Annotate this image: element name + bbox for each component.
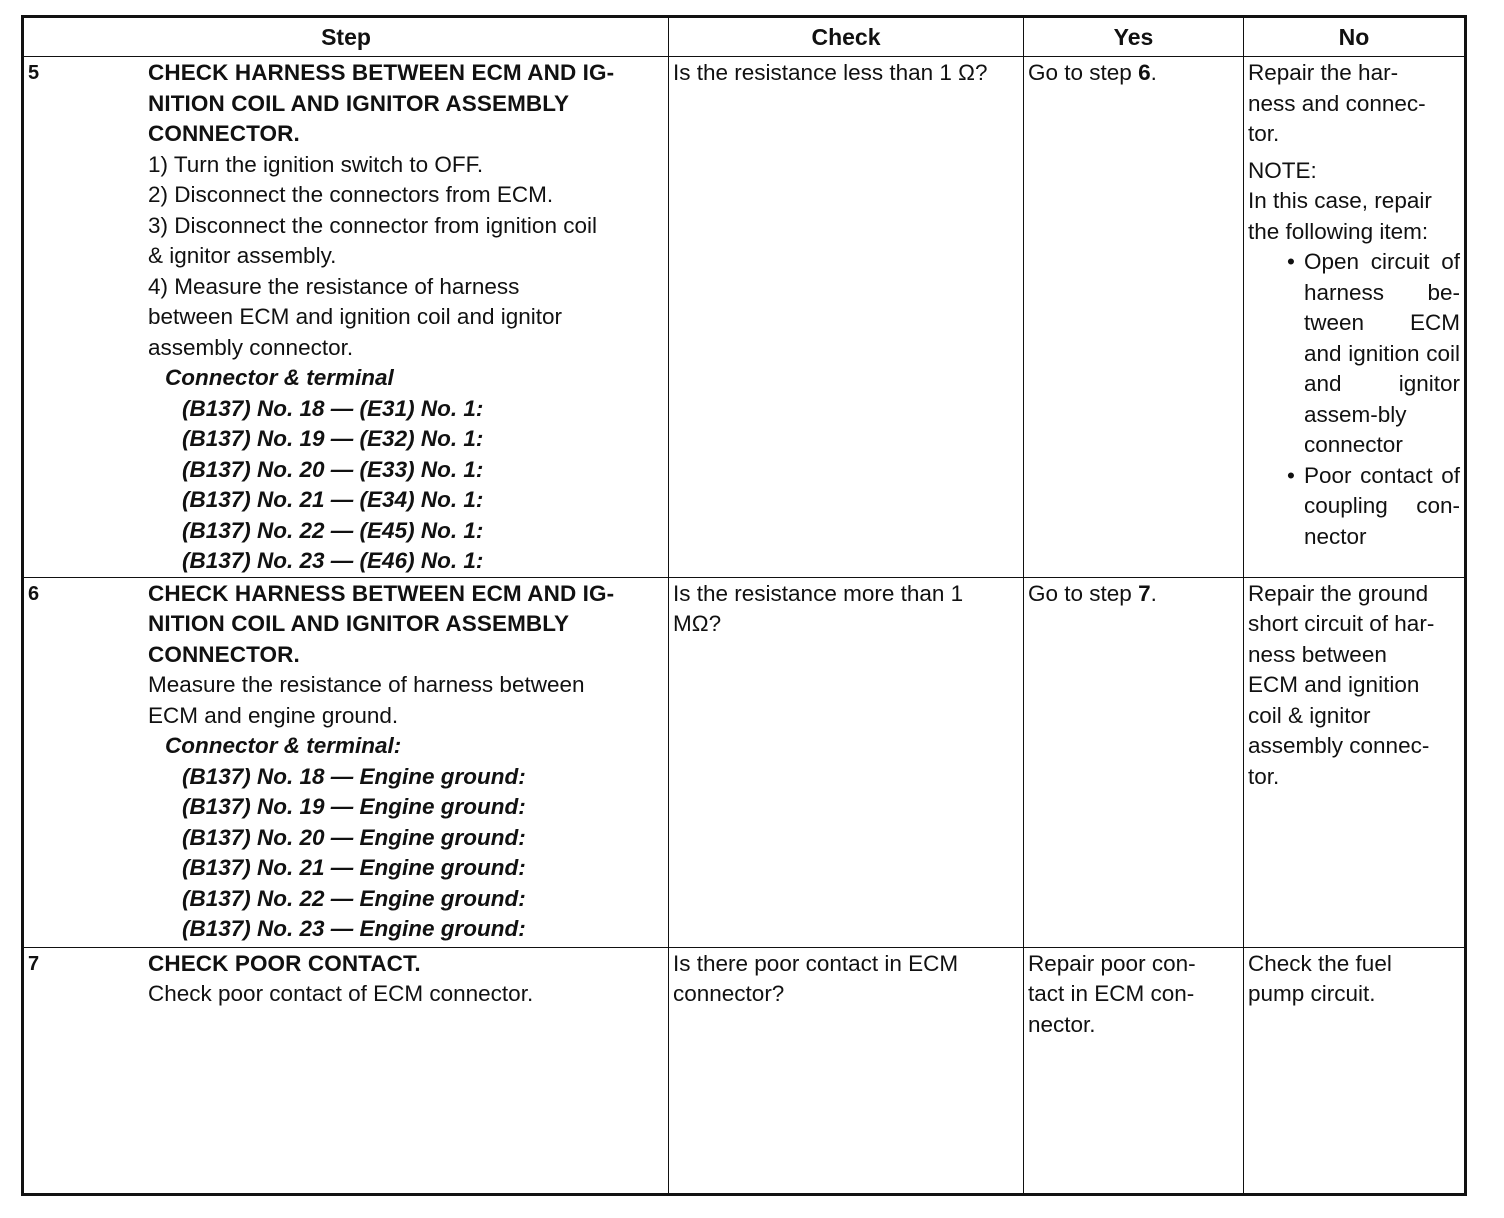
terminal-spec: (B137) No. 23 — Engine ground: (182, 916, 526, 941)
terminal-spec: (B137) No. 19 — (E32) No. 1: (182, 426, 484, 451)
step-title-line: CONNECTOR. (148, 121, 300, 146)
step-title-line: CHECK POOR CONTACT. (148, 950, 421, 976)
bullet-text: Poor contact of coupling con-nector (1304, 462, 1460, 549)
step-number: 5 (28, 62, 40, 84)
check-cell (669, 577, 1024, 947)
terminal-spec: (B137) No. 22 — Engine ground: (182, 885, 526, 911)
terminal-heading: Connector & terminal: (165, 733, 402, 758)
check-question: Is the resistance more than 1 (673, 580, 964, 606)
check-cell (669, 57, 1024, 578)
note-bullet (1248, 247, 1460, 461)
step-content (148, 58, 664, 577)
step-instruction: ECM and engine ground. (148, 702, 399, 728)
step-instruction: 4) Measure the resistance of harness (148, 273, 520, 299)
header-no: No (1244, 17, 1466, 57)
no-action-line: Repair the ground (1248, 580, 1429, 606)
no-action-line: Check the fuel (1248, 950, 1392, 976)
step-instruction: 2) Disconnect the connectors from ECM. (148, 182, 554, 207)
yes-action-line: Repair poor con- (1028, 950, 1196, 976)
no-action-line: ness and connec- (1248, 90, 1426, 116)
step-instruction: between ECM and ignition coil and ignitor (148, 304, 562, 329)
header-row (23, 17, 1466, 57)
no-action-line: pump circuit. (1248, 981, 1376, 1006)
note-line: the following item: (1248, 218, 1429, 244)
check-question: MΩ? (673, 611, 722, 636)
terminal-spec: (B137) No. 21 — Engine ground: (182, 855, 526, 880)
no-action-line: coil & ignitor (1248, 702, 1371, 728)
terminal-spec: (B137) No. 20 — Engine ground: (182, 824, 526, 850)
terminal-spec: (B137) No. 22 — (E45) No. 1: (182, 517, 484, 543)
yes-action (1028, 58, 1239, 89)
yes-step-link[interactable]: 7 (1138, 580, 1151, 606)
note-line: In this case, repair (1248, 188, 1432, 213)
no-action-line: assembly connec- (1248, 733, 1430, 758)
terminal-spec: (B137) No. 21 — (E34) No. 1: (182, 487, 484, 512)
terminal-spec: (B137) No. 18 — Engine ground: (182, 763, 526, 789)
terminal-spec: (B137) No. 23 — (E46) No. 1: (182, 548, 484, 573)
yes-step-link[interactable]: 6 (1138, 60, 1151, 85)
step-instruction: Check poor contact of ECM connector. (148, 981, 534, 1006)
step-instruction: 1) Turn the ignition switch to OFF. (148, 151, 484, 177)
step-title-line: NITION COIL AND IGNITOR ASSEMBLY (148, 90, 570, 116)
no-action-line: Repair the har- (1248, 60, 1399, 85)
step-cell (23, 577, 669, 947)
no-action-line: tor. (1248, 763, 1280, 789)
step-title-line: CHECK HARNESS BETWEEN ECM AND IG- (148, 60, 615, 85)
table-row-step-5 (23, 57, 1466, 578)
step-instruction: Measure the resistance of harness between (148, 672, 585, 697)
no-action-line: tor. (1248, 121, 1280, 146)
header-step: Step (23, 17, 669, 57)
step-content (148, 579, 664, 945)
terminal-heading: Connector & terminal (165, 365, 394, 390)
step-cell (23, 947, 669, 1194)
yes-action (1028, 579, 1239, 610)
step-title-line: CHECK HARNESS BETWEEN ECM AND IG- (148, 580, 615, 606)
step-content (148, 949, 664, 1010)
step-title-line: CONNECTOR. (148, 641, 300, 667)
bullet-icon: • (1287, 249, 1295, 274)
check-cell (669, 947, 1024, 1194)
step-instruction: & ignitor assembly. (148, 243, 337, 268)
step-instruction: 3) Disconnect the connector from ignition coil (148, 212, 597, 238)
no-action-line: ECM and ignition (1248, 672, 1420, 697)
table-row-step-6 (23, 577, 1466, 947)
terminal-spec: (B137) No. 18 — (E31) No. 1: (182, 395, 484, 421)
check-question: Is there poor contact in ECM (673, 950, 959, 976)
bullet-icon: • (1287, 462, 1295, 488)
table-row-step-7 (23, 947, 1466, 1194)
yes-suffix: . (1150, 60, 1157, 85)
step-cell (23, 57, 669, 578)
yes-prefix: Go to step (1028, 580, 1139, 606)
yes-cell (1024, 57, 1244, 578)
yes-action-line: tact in ECM con- (1028, 981, 1195, 1006)
diagnostic-table (21, 15, 1467, 1196)
header-check: Check (669, 17, 1024, 57)
step-title-line: NITION COIL AND IGNITOR ASSEMBLY (148, 611, 570, 636)
note-bullet (1248, 461, 1460, 553)
no-action-line: short circuit of har- (1248, 611, 1435, 636)
no-cell (1244, 57, 1466, 578)
terminal-spec: (B137) No. 19 — Engine ground: (182, 794, 526, 819)
yes-cell (1024, 577, 1244, 947)
step-number: 7 (28, 952, 40, 975)
yes-suffix: . (1150, 580, 1157, 606)
check-question: connector? (673, 981, 785, 1006)
yes-action-line: nector. (1028, 1011, 1096, 1037)
note-label: NOTE: (1248, 157, 1317, 183)
no-action-line: ness between (1248, 641, 1387, 667)
yes-prefix: Go to step (1028, 60, 1139, 85)
header-yes: Yes (1024, 17, 1244, 57)
yes-cell (1024, 947, 1244, 1194)
no-cell (1244, 577, 1466, 947)
bullet-text: Open circuit of harness be-tween ECM and ignition coil and ignitor assem-bly connector (1304, 249, 1460, 457)
check-question: Is the resistance less than 1 Ω? (673, 60, 988, 85)
step-number: 6 (28, 582, 40, 605)
step-instruction: assembly connector. (148, 334, 354, 360)
no-cell (1244, 947, 1466, 1194)
terminal-spec: (B137) No. 20 — (E33) No. 1: (182, 456, 484, 482)
